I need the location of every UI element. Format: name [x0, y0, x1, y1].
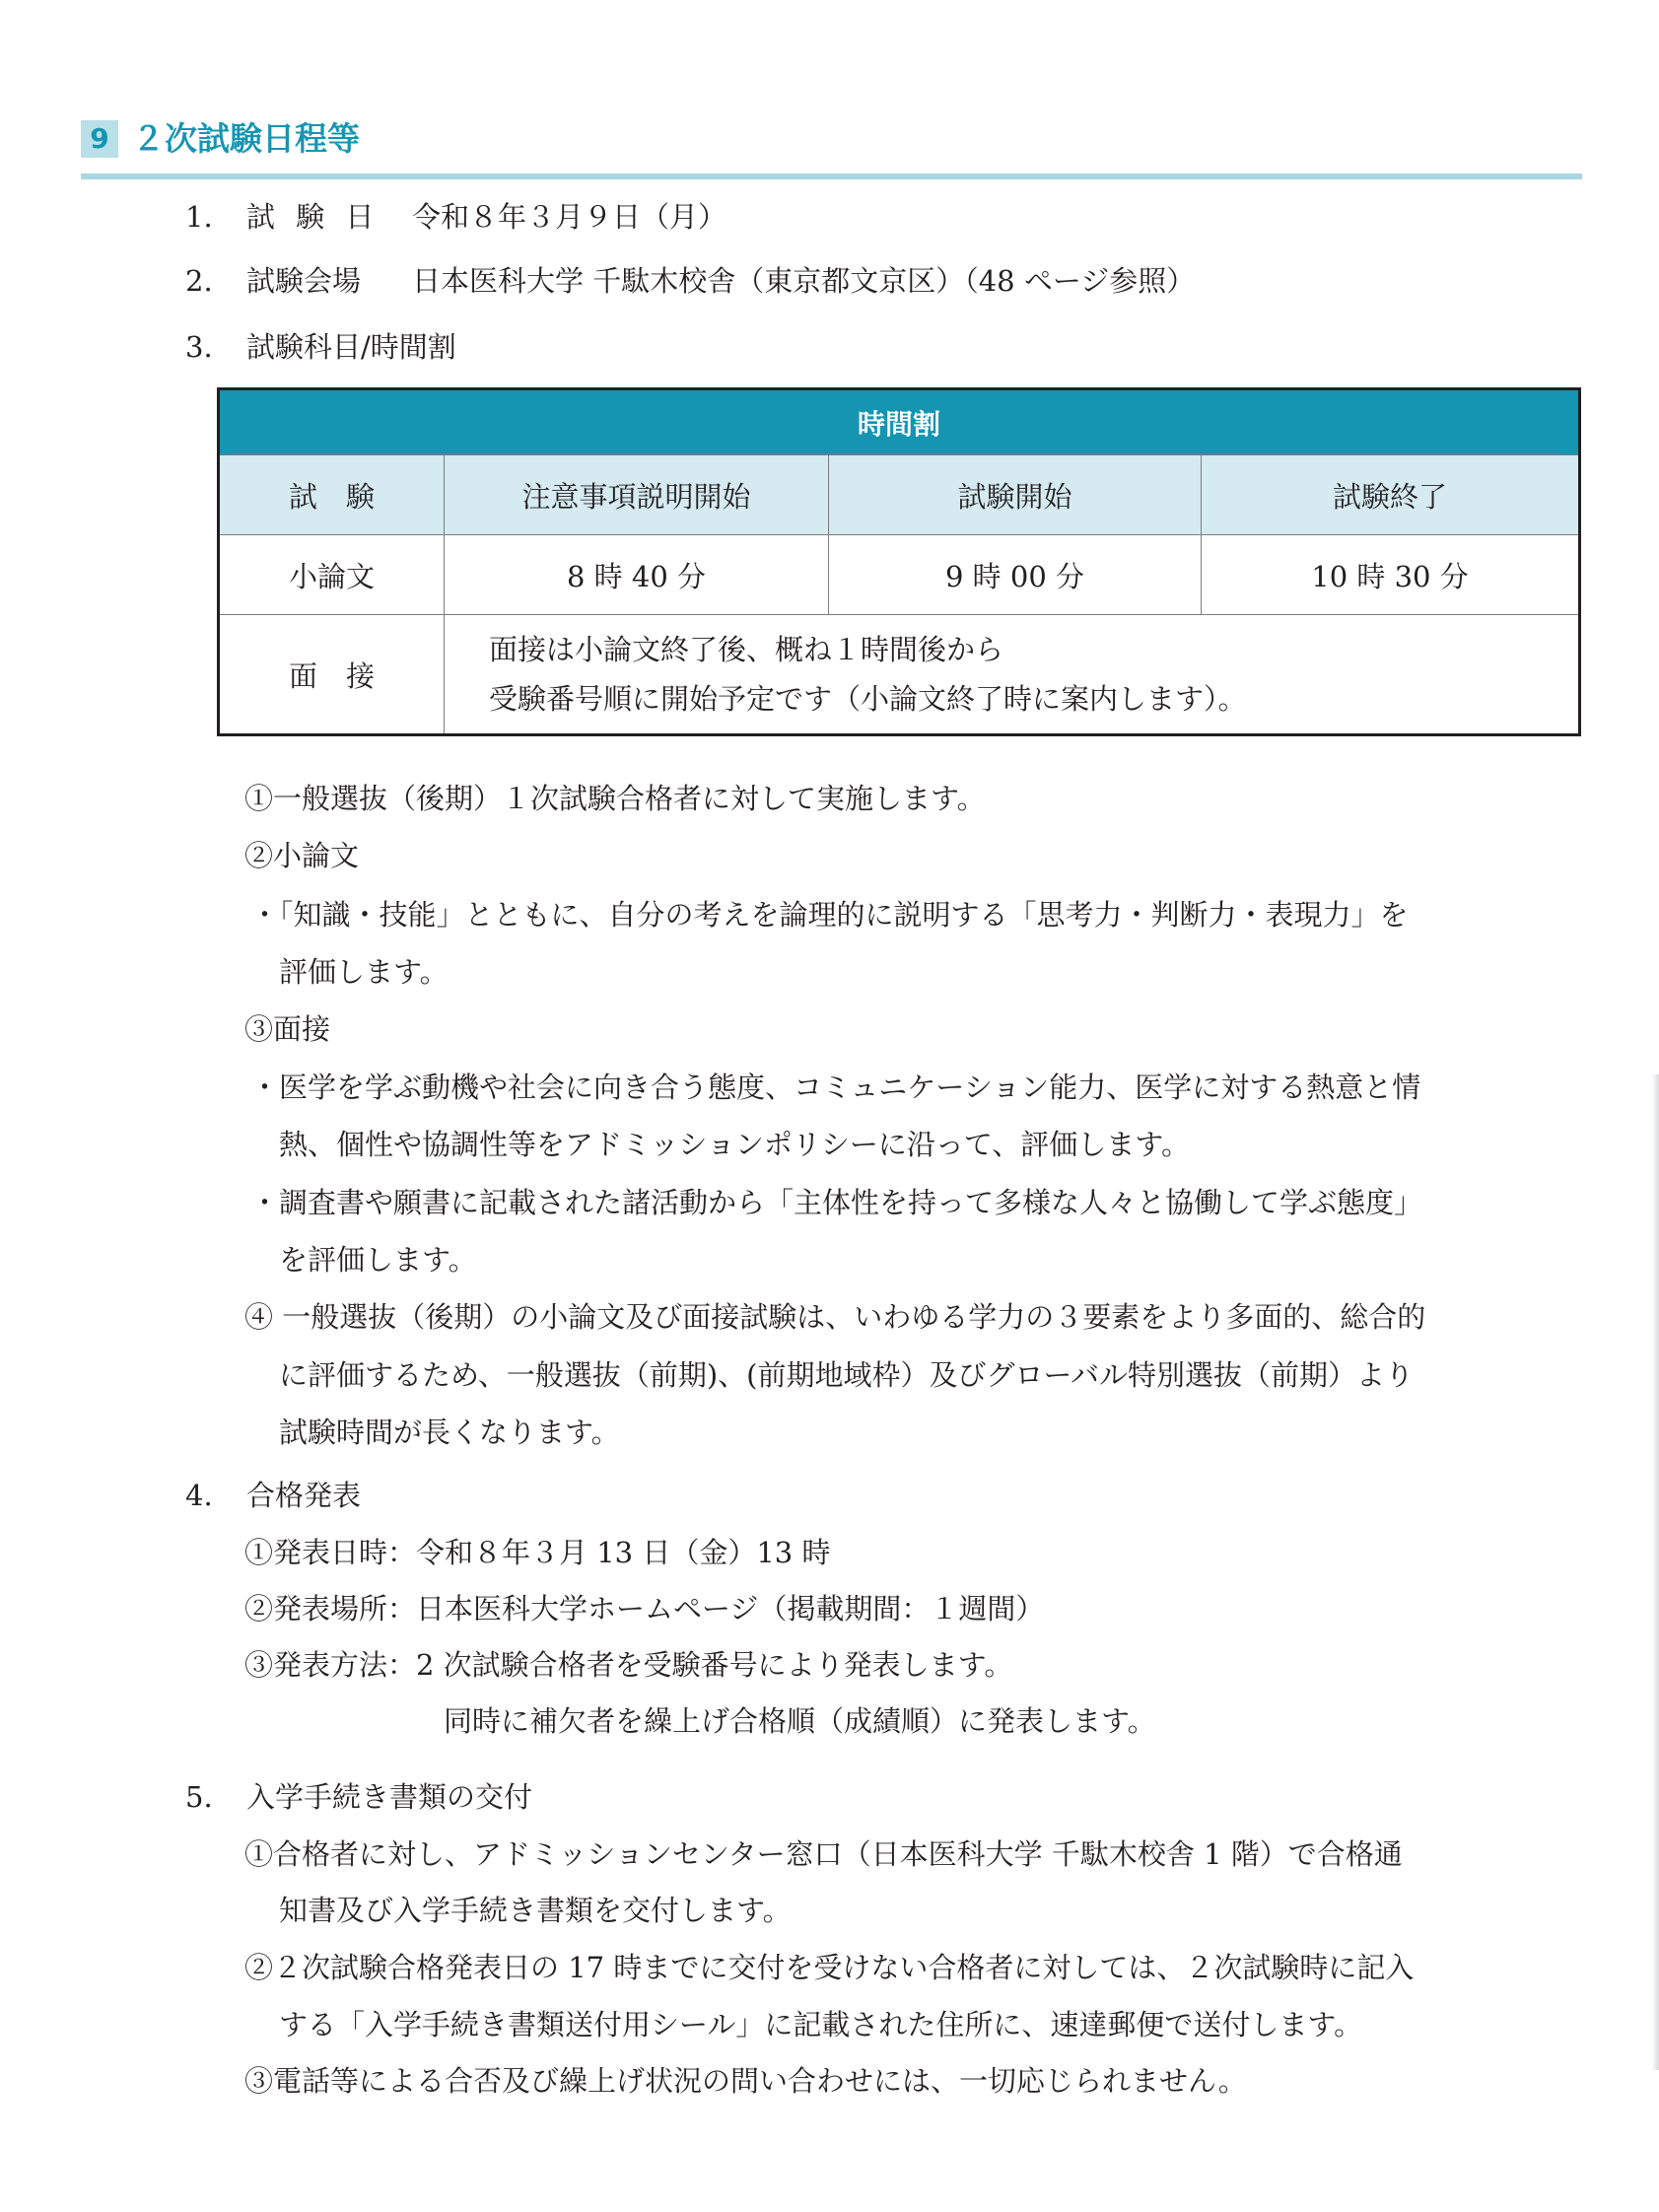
timetable-cell: 10 時 30 分	[1202, 535, 1580, 615]
note-line: ②発表場所：日本医科大学ホームページ（掲載期間：１週間）	[244, 1592, 1045, 1625]
timetable-header-cell: 試 験	[219, 455, 445, 535]
item-2-number: 2.	[185, 264, 213, 298]
item-5-number: 5.	[185, 1780, 213, 1814]
note-line: を評価します。	[279, 1243, 477, 1277]
section-number-badge: 9	[81, 120, 118, 158]
note-line: ・「知識・技能」とともに、自分の考えを論理的に説明する「思考力・判断力・表現力」を	[250, 898, 1409, 932]
timetable-cell: 9 時 00 分	[829, 535, 1202, 615]
item-2-label: 試験会場	[246, 264, 362, 298]
note-line: ④ 一般選抜（後期）の小論文及び面接試験は、いわゆる学力の３要素をより多面的、総合的	[244, 1300, 1426, 1334]
timetable-header-cell: 試験終了	[1202, 455, 1580, 535]
note-line: ②２次試験合格発表日の 17 時までに交付を受けない合格者に対しては、２次試験時に記入	[244, 1951, 1415, 1984]
item-1-number: 1.	[185, 200, 213, 234]
timetable	[217, 387, 1581, 736]
note-line: 熱、個性や協調性等をアドミッションポリシーに沿って、評価します。	[279, 1128, 1190, 1161]
item-3-number: 3.	[185, 330, 213, 364]
timetable-row-name: 小論文	[219, 535, 445, 615]
note-line: ・調査書や願書に記載された諸活動から「主体性を持って多様な人々と協働して学ぶ態度」	[250, 1186, 1423, 1219]
note-line: 評価します。	[279, 955, 449, 989]
timetable-header-cell: 試験開始	[829, 455, 1202, 535]
item-4-number: 4.	[185, 1479, 213, 1512]
item-3-label: 試験科目/時間割	[246, 330, 456, 364]
note-line: ①一般選抜（後期）１次試験合格者に対して実施します。	[244, 782, 986, 815]
note-line: に評価するため、一般選抜（前期)、(前期地域枠）及びグローバル特別選抜（前期）より	[279, 1358, 1415, 1392]
note-line: ②小論文	[244, 839, 360, 872]
note-line: ③面接	[244, 1012, 331, 1046]
note-line: ③発表方法：2 次試験合格者を受験番号により発表します。	[244, 1648, 1013, 1682]
note-line: ③電話等による合否及び繰上げ状況の問い合わせには、一切応じられません。	[244, 2064, 1247, 2098]
note-line: 試験時間が長くなります。	[279, 1416, 620, 1449]
note-line: ・医学を学ぶ動機や社会に向き合う態度、コミュニケーション能力、医学に対する熱意と情	[250, 1071, 1421, 1104]
item-4-label: 合格発表	[246, 1479, 362, 1512]
note-line: ①合格者に対し、アドミッションセンター窓口（日本医科大学 千駄木校舎 1 階）で合格通	[244, 1837, 1403, 1871]
timetable-row	[219, 615, 1580, 735]
interview-note	[445, 615, 1580, 735]
timetable-cell: 8 時 40 分	[445, 535, 829, 615]
item-5-label: 入学手続き書類の交付	[246, 1780, 533, 1814]
timetable-title: 時間割	[219, 389, 1580, 455]
page-edge-shadow	[1652, 1074, 1659, 2070]
item-2-value: 日本医科大学 千駄木校舎（東京都文京区）（48 ページ参照）	[412, 264, 1196, 298]
interview-note-line: 面接は小論文終了後、概ね１時間後から	[489, 633, 1004, 666]
section-divider	[81, 173, 1582, 179]
timetable-header-row	[219, 455, 1580, 535]
note-line: 知書及び入学手続き書類を交付します。	[279, 1894, 792, 1927]
timetable-header-cell: 注意事項説明開始	[445, 455, 829, 535]
timetable-title-row	[219, 389, 1580, 455]
note-line: ①発表日時：令和８年３月 13 日（金）13 時	[244, 1536, 831, 1569]
interview-note-line: 受験番号順に開始予定です（小論文終了時に案内します）。	[489, 682, 1247, 716]
timetable-row-name: 面 接	[219, 615, 445, 735]
section-title: ２次試験日程等	[132, 119, 360, 158]
timetable-row	[219, 535, 1580, 615]
item-1-value: 令和８年３月９日（月）	[412, 200, 727, 234]
item-1-label: 試 験 日	[246, 200, 380, 234]
note-line: する「入学手続き書類送付用シール」に記載された住所に、速達郵便で送付します。	[279, 2008, 1363, 2041]
note-line: 同時に補欠者を繰上げ合格順（成績順）に発表します。	[444, 1704, 1156, 1738]
